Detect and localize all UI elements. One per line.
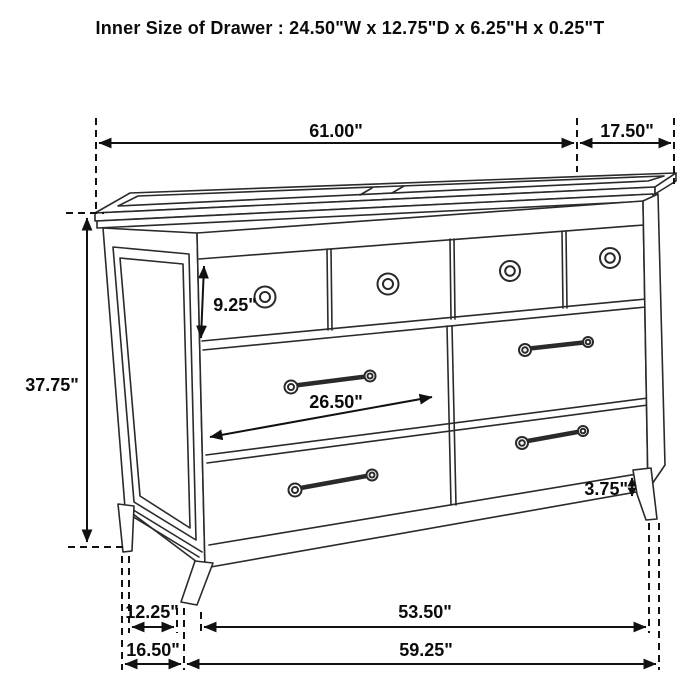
dresser-front — [197, 194, 665, 568]
dimension-label-overall-height: 37.75" — [25, 375, 79, 395]
dimension-label-drawer-front-width: 26.50" — [309, 392, 363, 412]
dim-leg-height — [584, 478, 632, 499]
dimension-label-top-depth: 17.50" — [600, 121, 654, 141]
dimension-label-base-front-width: 59.25" — [399, 640, 453, 660]
dim-base-side-inner-depth — [125, 556, 179, 633]
dimension-label-base-side-inner-depth: 12.25" — [125, 602, 179, 622]
left-side-panel — [103, 228, 205, 568]
dresser-leg — [181, 561, 213, 605]
dresser-illustration — [95, 173, 676, 605]
dimension-label-base-front-inner-width: 53.50" — [398, 602, 452, 622]
dimension-label-top-drawer-height: 9.25" — [213, 295, 257, 315]
page-title: Inner Size of Drawer : 24.50"W x 12.75"D x 6.25"H x 0.25"T — [95, 18, 605, 38]
dimension-label-top-width: 61.00" — [309, 121, 363, 141]
dimension-label-base-side-depth: 16.50" — [126, 640, 180, 660]
dimension-label-leg-height: 3.75" — [584, 479, 628, 499]
dresser-leg — [118, 504, 134, 552]
